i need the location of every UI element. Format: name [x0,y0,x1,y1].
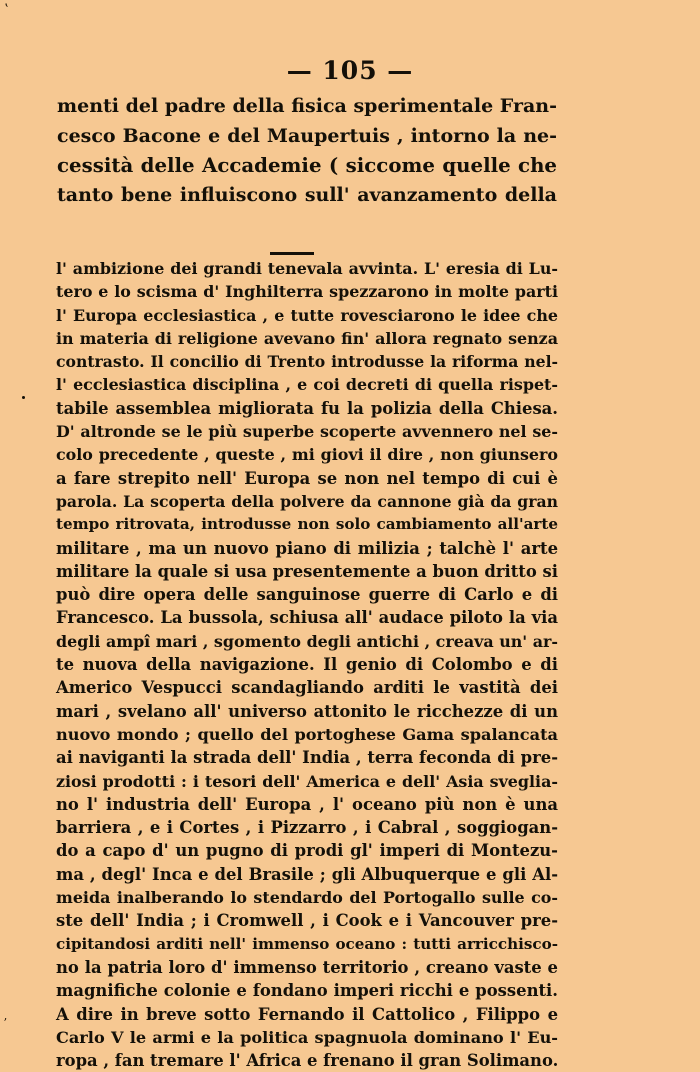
footnote-line: A dire in breve sotto Fernando il Cattolico , Filippo e [56,1004,558,1024]
footnote-line: l' Europa ecclesiastica , e tutte rovesciarono le idee che [56,305,558,325]
footnote-line: te nuova della navigazione. Il genio di Colombo e di [56,655,558,675]
footnote-line: D' altronde se le più superbe scoperte avvennero nel se- [56,422,558,442]
main-text-line: cesco Bacone e del Maupertuis , intorno la ne- [57,124,557,147]
footnote-divider [270,252,314,255]
footnote-line: l' ecclesiastica disciplina , e coi decreti di quella rispet- [56,375,558,395]
footnote-line: colo precedente , queste , mi giovi il dire , non giunsero [56,445,558,465]
footnote-line: meida inalberando lo stendardo del Portogallo sulle co- [56,888,558,908]
footnote-line: militare , ma un nuovo piano di milizia ; talchè l' arte [56,538,558,558]
margin-dot [22,396,25,399]
footnote-line: no la patria loro d' immenso territorio , creano vaste e [56,957,558,977]
footnote-line: Carlo V le armi e la politica spagnuola dominano l' Eu- [56,1027,558,1047]
footnote-line: ropa , fan tremare l' Africa e frenano il gran Solimano. [56,1051,559,1071]
corner-mark: ʽ [4,2,9,18]
footnote-line: nuovo mondo ; quello del portoghese Gama spalancata [56,724,558,744]
footnote-line: contrasto. Il concilio di Trento introdusse la riforma nel- [56,352,558,372]
bottom-mark: ʼ [3,1016,7,1030]
main-text-line: menti del padre della fisica sperimentale Fran- [57,95,557,117]
footnote-line: ste dell' India ; i Cromwell , i Cook e i Vancouver pre- [56,911,558,931]
footnote-line: mari , svelano all' universo attonito le ricchezze di un [56,701,558,721]
footnote-line: degli ampî mari , sgomento degli antichi , creava un' ar- [56,631,558,651]
footnote-line: ai naviganti la strada dell' India , terra feconda di pre- [56,748,558,768]
footnote [56,257,558,1072]
footnote-line: in materia di religione avevano fin' allora regnato senza [56,328,558,348]
footnote-line: può dire opera delle sanguinose guerre di Carlo e di [56,585,558,605]
footnote-line: a fare strepito nell' Europa se non nel tempo di cui è [56,468,558,488]
footnote-line: ziosi prodotti : i tesori dell' America e dell' Asia sveglia- [56,771,558,791]
page-number: — 105 — [286,56,414,85]
main-text-line: tanto bene influiscono sull' avanzamento della [57,183,557,206]
footnote-line: do a capo d' un pugno di prodi gl' imperi di Montezu- [56,841,558,861]
footnote-line: no l' industria dell' Europa , l' oceano più non è una [56,794,558,814]
main-text-line: cessità delle Accademie ( siccome quelle che [57,153,557,177]
footnote-line: tempo ritrovata, introdusse non solo cambiamento all'arte [56,515,558,534]
footnote-line: ma , degl' Inca e del Brasile ; gli Albuquerque e gli Al- [56,864,558,884]
footnote-line: barriera , e i Cortes , i Pizzarro , i Cabral , soggiogan- [56,818,558,838]
footnote-line: magnifiche colonie e fondano imperi ricchi e possenti. [56,981,558,1001]
footnote-line: l' ambizione dei grandi tenevala avvinta. L' eresia di Lu- [56,259,558,278]
footnote-line: Francesco. La bussola, schiusa all' audace piloto la via [56,608,558,628]
main-text [57,92,557,210]
footnote-line: tabile assemblea migliorata fu la polizia della Chiesa. [56,398,558,418]
footnote-line: Americo Vespucci scandagliando arditi le vastità dei [56,678,558,698]
footnote-line: tero e lo scisma d' Inghilterra spezzarono in molte parti [56,282,558,302]
footnote-line: cipitandosi arditi nell' immenso oceano : tutti arricchisco- [56,934,558,953]
footnote-line: militare la quale si usa presentemente a buon dritto si [56,561,558,581]
footnote-line: parola. La scoperta della polvere da cannone già da gran [56,491,558,511]
